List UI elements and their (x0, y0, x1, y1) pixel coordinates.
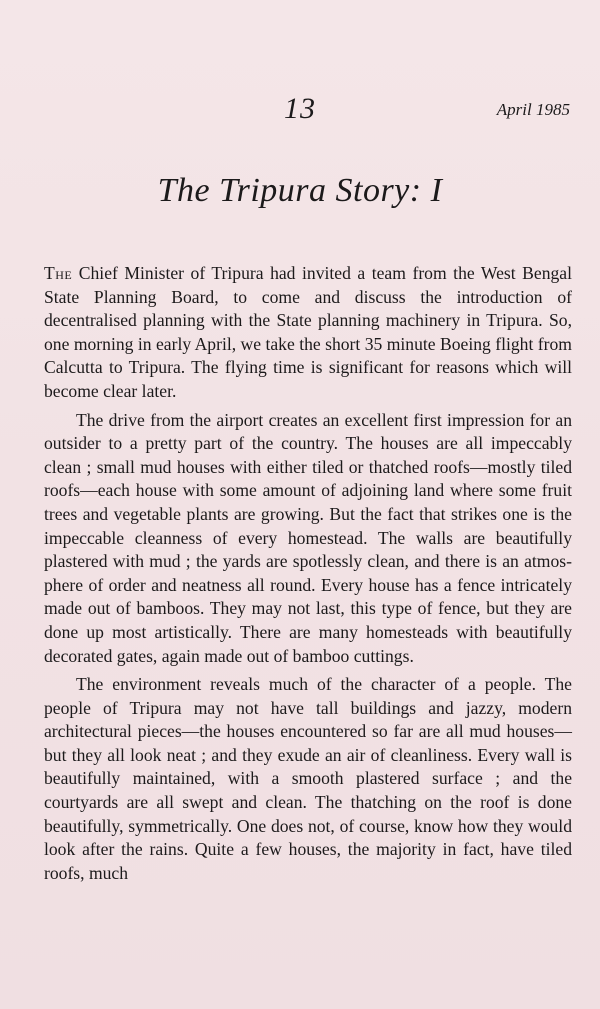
chapter-body (44, 262, 572, 885)
chapter-title: The Tripura Story: I (157, 172, 443, 209)
paragraph-1 (44, 262, 572, 404)
paragraph-3: The environment reveals much of the character of a people. The people of Tripura may not have tall buildings and jazzy, modern architectural pieces—the houses encountered so far are all mud houses—but they all look neat ; and they exude an air of cleanliness. Every wall is beautifully maintained, with a smooth plastered surface ; and the courtyards are all swept and clean. The thatching on the roof is done beautifully, symmetrically. One does not, of course, know how they would look after the rains. Quite a few houses, the majority in fact, have tiled roofs, much (44, 674, 572, 883)
chapter-number: 13 (284, 92, 316, 125)
chapter-date: April 1985 (496, 100, 570, 119)
paragraph-2: The drive from the airport creates an excellent first impression for an outsider to a pretty part of the country. The houses are all impeccably clean ; small mud houses with either tiled or thatched roofs—mostly tiled roofs—each house with some amount of adjoining land where some fruit trees and vegetable plants are growing. But the fact that strikes one is the impeccable cleanness of every homestead. The walls are beautifully plastered with mud ; the yards are spotlessly clean, and there is an atmosphere of order and neatness all round. Every house has a fence intricately made out of bamboos. They may not last, this type of fence, but they are done up most artistically. There are many homesteads with beautifully decorated gates, again made out of bamboo cuttings. (44, 409, 572, 666)
paragraph-lead-word: The (44, 263, 73, 283)
paragraph-text: Chief Minister of Tripura had invited a team from the West Bengal State Planning Board, to come and discuss the introduction of decentralised planning with the State planning machinery in Tripura. So, one morning in early April, we take the short 35 minute Boeing flight from Calcutta to Tripura. The flying time is significant for reasons which will become clear later. (44, 263, 572, 401)
